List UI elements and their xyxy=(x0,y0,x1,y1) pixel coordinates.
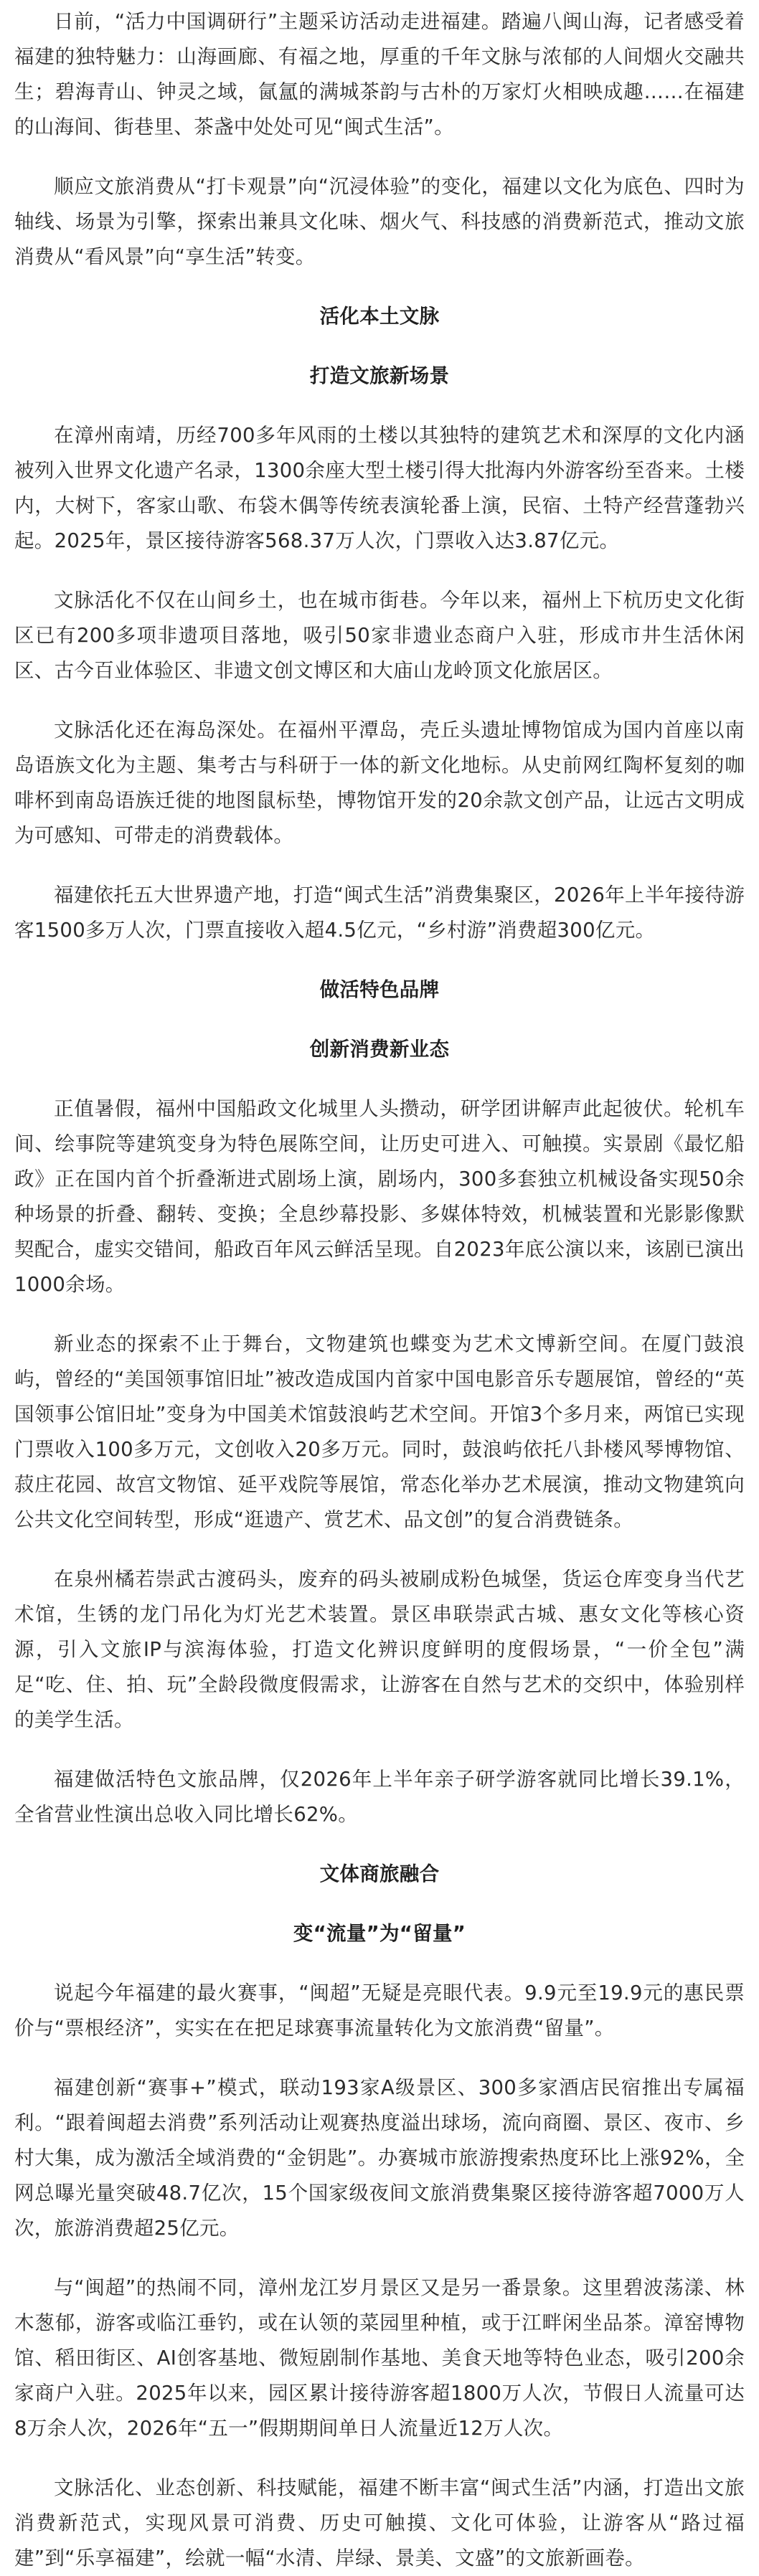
paragraph-event-plus: 福建创新“赛事+”模式，联动193家A级景区、300多家酒店民宿推出专属福利。“跟着闽超去消费”系列活动让观赛热度溢出球场，流向商圈、景区、夜市、乡村大集，成为激活全域消费的“金钥匙”。办赛城市旅游搜索热度环比上涨92%，全网总曝光量突破48.7亿次，15个国家级夜间文旅消费集聚区接待游客超7000万人次，旅游消费超25亿元。 xyxy=(14,2076,745,2240)
paragraph-fuzhou-street: 文脉活化不仅在山间乡土，也在城市街巷。今年以来，福州上下杭历史文化街区已有200多项非遗项目落地，吸引50家非遗业态商户入驻，形成市井生活休闲区、古今百业体验区、非遗文创文博区和大庙山龙岭顶文化旅居区。 xyxy=(14,589,745,682)
paragraph-quanzhou-pier: 在泉州橘若崇武古渡码头，废弃的码头被刷成粉色城堡，货运仓库变身当代艺术馆，生锈的龙门吊化为灯光艺术装置。景区串联崇武古城、惠女文化等核心资源，引入文旅IP与滨海体验，打造文化辨识度鲜明的度假场景，“一价全包”满足“吃、住、拍、玩”全龄段微度假需求，让游客在自然与艺术的交织中，体验别样的美学生活。 xyxy=(14,1568,745,1731)
paragraph-tulou: 在漳州南靖，历经700多年风雨的土楼以其独特的建筑艺术和深厚的文化内涵被列入世界文化遗产名录，1300余座大型土楼引得大批海内外游客纷至沓来。土楼内，大树下，客家山歌、布袋木偶等传统表演轮番上演，民宿、土特产经营蓬勃兴起。2025年，景区接待游客568.37万人次，门票收入达3.87亿元。 xyxy=(14,424,745,552)
section-subheading: 打造文旅新场景 xyxy=(309,364,450,387)
paragraph-world-heritage: 福建依托五大世界遗产地，打造“闽式生活”消费集聚区，2026年上半年接待游客1500多万人次，门票直接收入超4.5亿元，“乡村游”消费超300亿元。 xyxy=(14,884,745,942)
section-heading: 做活特色品牌 xyxy=(319,978,440,1001)
section-heading: 活化本土文脉 xyxy=(319,305,440,328)
paragraph-brand-stats: 福建做活特色文旅品牌，仅2026年上半年亲子研学游客就同比增长39.1%，全省营业性演出总收入同比增长62%。 xyxy=(14,1768,745,1826)
paragraph-minchao: 说起今年福建的最火赛事，“闽超”无疑是亮眼代表。9.9元至19.9元的惠民票价与“票根经济”，实实在在把足球赛事流量转化为文旅消费“留量”。 xyxy=(14,1981,745,2040)
paragraph-intro: 日前，“活力中国调研行”主题采访活动走进福建。踏遍八闽山海，记者感受着福建的独特魅力：山海画廊、有福之地，厚重的千年文脉与浓郁的人间烟火交融共生；碧海青山、钟灵之域，氤氲的满城茶韵与古朴的万家灯火相映成趣……在福建的山海间、街巷里、茶盏中处处可见“闽式生活”。 xyxy=(14,10,745,138)
section-subheading: 变“流量”为“留量” xyxy=(293,1922,466,1945)
paragraph-longjiang: 与“闽超”的热闹不同，漳州龙江岁月景区又是另一番景象。这里碧波荡漾、林木葱郁，游客或临江垂钓，或在认领的菜园里种植，或于江畔闲坐品茶。漳窑博物馆、稻田街区、AI创客基地、微短剧制作基地、美食天地等特色业态，吸引200余家商户入驻。2025年以来，园区累计接待游客超1800万人次，节假日人流量可达8万余人次，2026年“五一”假期期间单日人流量近12万人次。 xyxy=(14,2276,745,2440)
paragraph-shipbuilding-city: 正值暑假，福州中国船政文化城里人头攒动，研学团讲解声此起彼伏。轮机车间、绘事院等建筑变身为特色展陈空间，让历史可进入、可触摸。实景剧《最忆船政》正在国内首个折叠渐进式剧场上演，剧场内，300多套独立机械设备实现50余种场景的折叠、翻转、变换；全息纱幕投影、多媒体特效，机械装置和光影影像默契配合，虚实交错间，船政百年风云鲜活呈现。自2023年底公演以来，该剧已演出1000余场。 xyxy=(14,1097,745,1296)
paragraph-consumption-shift: 顺应文旅消费从“打卡观景”向“沉浸体验”的变化，福建以文化为底色、四时为轴线、场景为引擎，探索出兼具文化味、烟火气、科技感的消费新范式，推动文旅消费从“看风景”向“享生活”转变。 xyxy=(14,175,745,268)
paragraph-pingtan: 文脉活化还在海岛深处。在福州平潭岛，壳丘头遗址博物馆成为国内首座以南岛语族文化为主题、集考古与科研于一体的新文化地标。从史前网红陶杯复刻的咖啡杯到南岛语族迁徙的地图鼠标垫，博物馆开发的20余款文创产品，让远古文明成为可感知、可带走的消费载体。 xyxy=(14,719,745,847)
paragraph-conclusion: 文脉活化、业态创新、科技赋能，福建不断丰富“闽式生活”内涵，打造出文旅消费新范式，实现风景可消费、历史可触摸、文化可体验，让游客从“路过福建”到“乐享福建”，绘就一幅“水清、岸绿、景美、文盛”的文旅新画卷。 xyxy=(14,2476,745,2570)
section-subheading: 创新消费新业态 xyxy=(309,1038,450,1061)
paragraph-gulangyu: 新业态的探索不止于舞台，文物建筑也蝶变为艺术文博新空间。在厦门鼓浪屿，曾经的“美国领事馆旧址”被改造成国内首家中国电影音乐专题展馆，曾经的“英国领事公馆旧址”变身为中国美术馆鼓浪屿艺术空间。开馆3个多月来，两馆已实现门票收入100多万元，文创收入20多万元。同时，鼓浪屿依托八卦楼风琴博物馆、菽庄花园、故宫文物馆、延平戏院等展馆，常态化举办艺术展演，推动文物建筑向公共文化空间转型，形成“逛遗产、赏艺术、品文创”的复合消费链条。 xyxy=(14,1332,745,1531)
section-heading: 文体商旅融合 xyxy=(319,1862,440,1885)
